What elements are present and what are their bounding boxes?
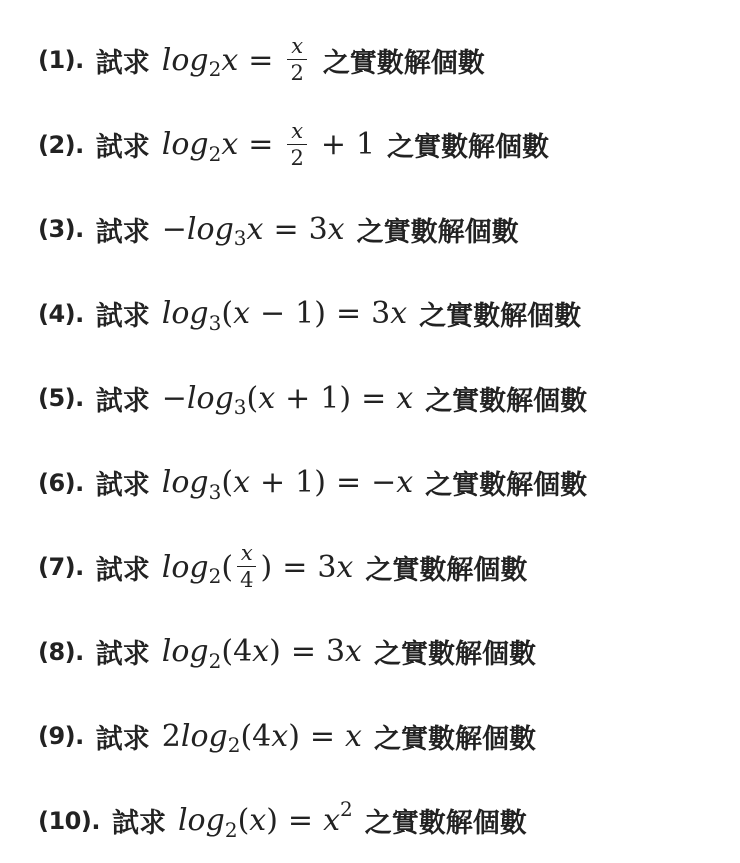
math-symbol: x [258, 381, 275, 416]
equation-lhs [162, 296, 326, 331]
equation [162, 465, 413, 500]
math-symbol: 2 [162, 719, 181, 754]
problem-prompt: 試求 [112, 801, 166, 840]
equation [162, 212, 345, 247]
equation-rhs [323, 803, 353, 838]
math-symbol: − [162, 212, 187, 247]
equation-lhs [162, 543, 272, 591]
math-symbol: 1) [320, 381, 351, 416]
problem-number: (2). [38, 131, 84, 159]
fraction-numerator: x [238, 543, 256, 566]
math-symbol: x [233, 296, 250, 331]
log-base-subscript: 3 [209, 480, 222, 504]
problem-number: (9). [38, 722, 84, 750]
problem-task: 之實數解個數 [365, 801, 527, 840]
problem-prompt: 試求 [96, 125, 150, 164]
math-symbol: ( [238, 803, 250, 838]
equals-sign: = [248, 43, 273, 78]
problem-task: 之實數解個數 [387, 125, 549, 164]
equation-rhs [345, 719, 362, 754]
problem-task: 之實數解個數 [374, 632, 536, 671]
equation-rhs [371, 465, 413, 500]
problem-task: 之實數解個數 [374, 717, 536, 756]
math-symbol: log [162, 296, 209, 331]
equation [162, 121, 375, 169]
equation-lhs [162, 634, 281, 669]
equation-lhs [162, 212, 264, 247]
math-symbol: log [162, 634, 209, 669]
math-symbol: − [371, 465, 396, 500]
problem-task: 之實數解個數 [365, 548, 527, 587]
math-symbol: 1) [295, 296, 326, 331]
math-symbol: 1 [356, 127, 375, 162]
problem-prompt: 試求 [96, 463, 150, 502]
math-symbol: x [221, 127, 238, 162]
math-operator: − [260, 296, 285, 331]
problem-prompt: 試求 [96, 210, 150, 249]
log-base-subscript: 3 [234, 226, 247, 250]
fraction [287, 36, 306, 84]
equation [162, 543, 354, 591]
math-symbol: 3 [371, 296, 390, 331]
math-symbol: x [396, 465, 413, 500]
problem-prompt: 試求 [96, 548, 150, 587]
math-symbol: x [247, 212, 264, 247]
equation-lhs [178, 803, 278, 838]
math-symbol: x [345, 719, 362, 754]
problem-number: (3). [38, 215, 84, 243]
equals-sign: = [282, 550, 307, 585]
math-symbol: log [178, 803, 225, 838]
math-symbol: − [162, 381, 187, 416]
math-symbol: (4 [240, 719, 271, 754]
problem-prompt: 試求 [96, 294, 150, 333]
math-symbol: log [162, 550, 209, 585]
problem-prompt: 試求 [96, 632, 150, 671]
exponent-superscript: 2 [340, 797, 353, 821]
math-symbol: ) [288, 719, 300, 754]
problem-item [38, 610, 728, 695]
equation [162, 296, 407, 331]
equation-rhs [396, 381, 413, 416]
fraction-denominator: 4 [237, 566, 256, 591]
equals-sign: = [336, 465, 361, 500]
math-symbol: ( [221, 465, 233, 500]
log-base-subscript: 2 [225, 818, 238, 842]
math-symbol: x [233, 465, 250, 500]
math-operator: + [321, 127, 346, 162]
equation-rhs [283, 36, 310, 84]
problem-number: (6). [38, 469, 84, 497]
equation [162, 381, 413, 416]
equals-sign: = [361, 381, 386, 416]
math-symbol: 3 [317, 550, 336, 585]
equation [162, 36, 311, 84]
problem-list [38, 18, 728, 863]
equation-lhs [162, 465, 326, 500]
problem-item [38, 694, 728, 779]
log-base-subscript: 3 [234, 395, 247, 419]
problem-number: (8). [38, 638, 84, 666]
equals-sign: = [336, 296, 361, 331]
math-symbol: x [336, 550, 353, 585]
log-base-subscript: 2 [209, 564, 222, 588]
problem-item [38, 441, 728, 526]
math-symbol: ) [269, 634, 281, 669]
math-symbol: x [328, 212, 345, 247]
log-base-subscript: 2 [209, 142, 222, 166]
math-symbol: 3 [326, 634, 345, 669]
equation [178, 803, 353, 838]
problem-item [38, 356, 728, 441]
problem-item [38, 18, 728, 103]
math-operator: + [260, 465, 285, 500]
problem-number: (7). [38, 553, 84, 581]
log-base-subscript: 2 [209, 57, 222, 81]
problem-prompt: 試求 [96, 41, 150, 80]
equation-rhs [326, 634, 362, 669]
equals-sign: = [291, 634, 316, 669]
problem-number: (1). [38, 46, 84, 74]
equation-lhs [162, 43, 239, 78]
problem-task: 之實數解個數 [419, 294, 581, 333]
math-symbol: ( [221, 550, 233, 585]
problem-task: 之實數解個數 [425, 463, 587, 502]
math-symbol: ( [221, 296, 233, 331]
math-symbol: x [221, 43, 238, 78]
problem-item [38, 103, 728, 188]
math-symbol: log [162, 465, 209, 500]
problem-number: (10). [38, 807, 100, 835]
equation-rhs [371, 296, 407, 331]
fraction-denominator: 2 [287, 59, 306, 84]
math-symbol: x [390, 296, 407, 331]
math-symbol: log [162, 127, 209, 162]
problem-number: (5). [38, 384, 84, 412]
equals-sign: = [288, 803, 313, 838]
math-symbol: ) [266, 803, 278, 838]
equals-sign: = [273, 212, 298, 247]
math-symbol: x [252, 634, 269, 669]
math-symbol: log [181, 719, 228, 754]
problem-item [38, 525, 728, 610]
math-symbol: x [249, 803, 266, 838]
equation-lhs [162, 127, 239, 162]
math-symbol: ( [247, 381, 259, 416]
math-symbol: log [162, 43, 209, 78]
log-base-subscript: 2 [209, 649, 222, 673]
math-symbol: x [345, 634, 362, 669]
log-base-subscript: 2 [228, 733, 241, 757]
equation [162, 634, 362, 669]
problem-prompt: 試求 [96, 717, 150, 756]
math-symbol: x [323, 803, 340, 838]
math-symbol: log [187, 381, 234, 416]
problem-prompt: 試求 [96, 379, 150, 418]
math-symbol: x [396, 381, 413, 416]
fraction-numerator: x [288, 121, 306, 144]
problem-item [38, 272, 728, 357]
equals-sign: = [310, 719, 335, 754]
fraction-numerator: x [288, 36, 306, 59]
math-symbol: 1) [295, 465, 326, 500]
math-symbol: log [187, 212, 234, 247]
equation-lhs [162, 381, 351, 416]
problem-item [38, 187, 728, 272]
problem-item [38, 779, 728, 863]
equation-lhs [162, 719, 300, 754]
equation [162, 719, 362, 754]
equals-sign: = [248, 127, 273, 162]
problem-task: 之實數解個數 [357, 210, 519, 249]
math-symbol: 3 [309, 212, 328, 247]
math-operator: + [285, 381, 310, 416]
math-symbol: (4 [221, 634, 252, 669]
problem-number: (4). [38, 300, 84, 328]
problem-task: 之實數解個數 [425, 379, 587, 418]
equation-rhs [283, 121, 375, 169]
fraction [287, 121, 306, 169]
equation-rhs [309, 212, 345, 247]
problem-task: 之實數解個數 [323, 41, 485, 80]
fraction [237, 543, 256, 591]
equation-rhs [317, 550, 353, 585]
fraction-denominator: 2 [287, 144, 306, 169]
math-symbol: ) [260, 550, 272, 585]
log-base-subscript: 3 [209, 311, 222, 335]
math-symbol: x [271, 719, 288, 754]
